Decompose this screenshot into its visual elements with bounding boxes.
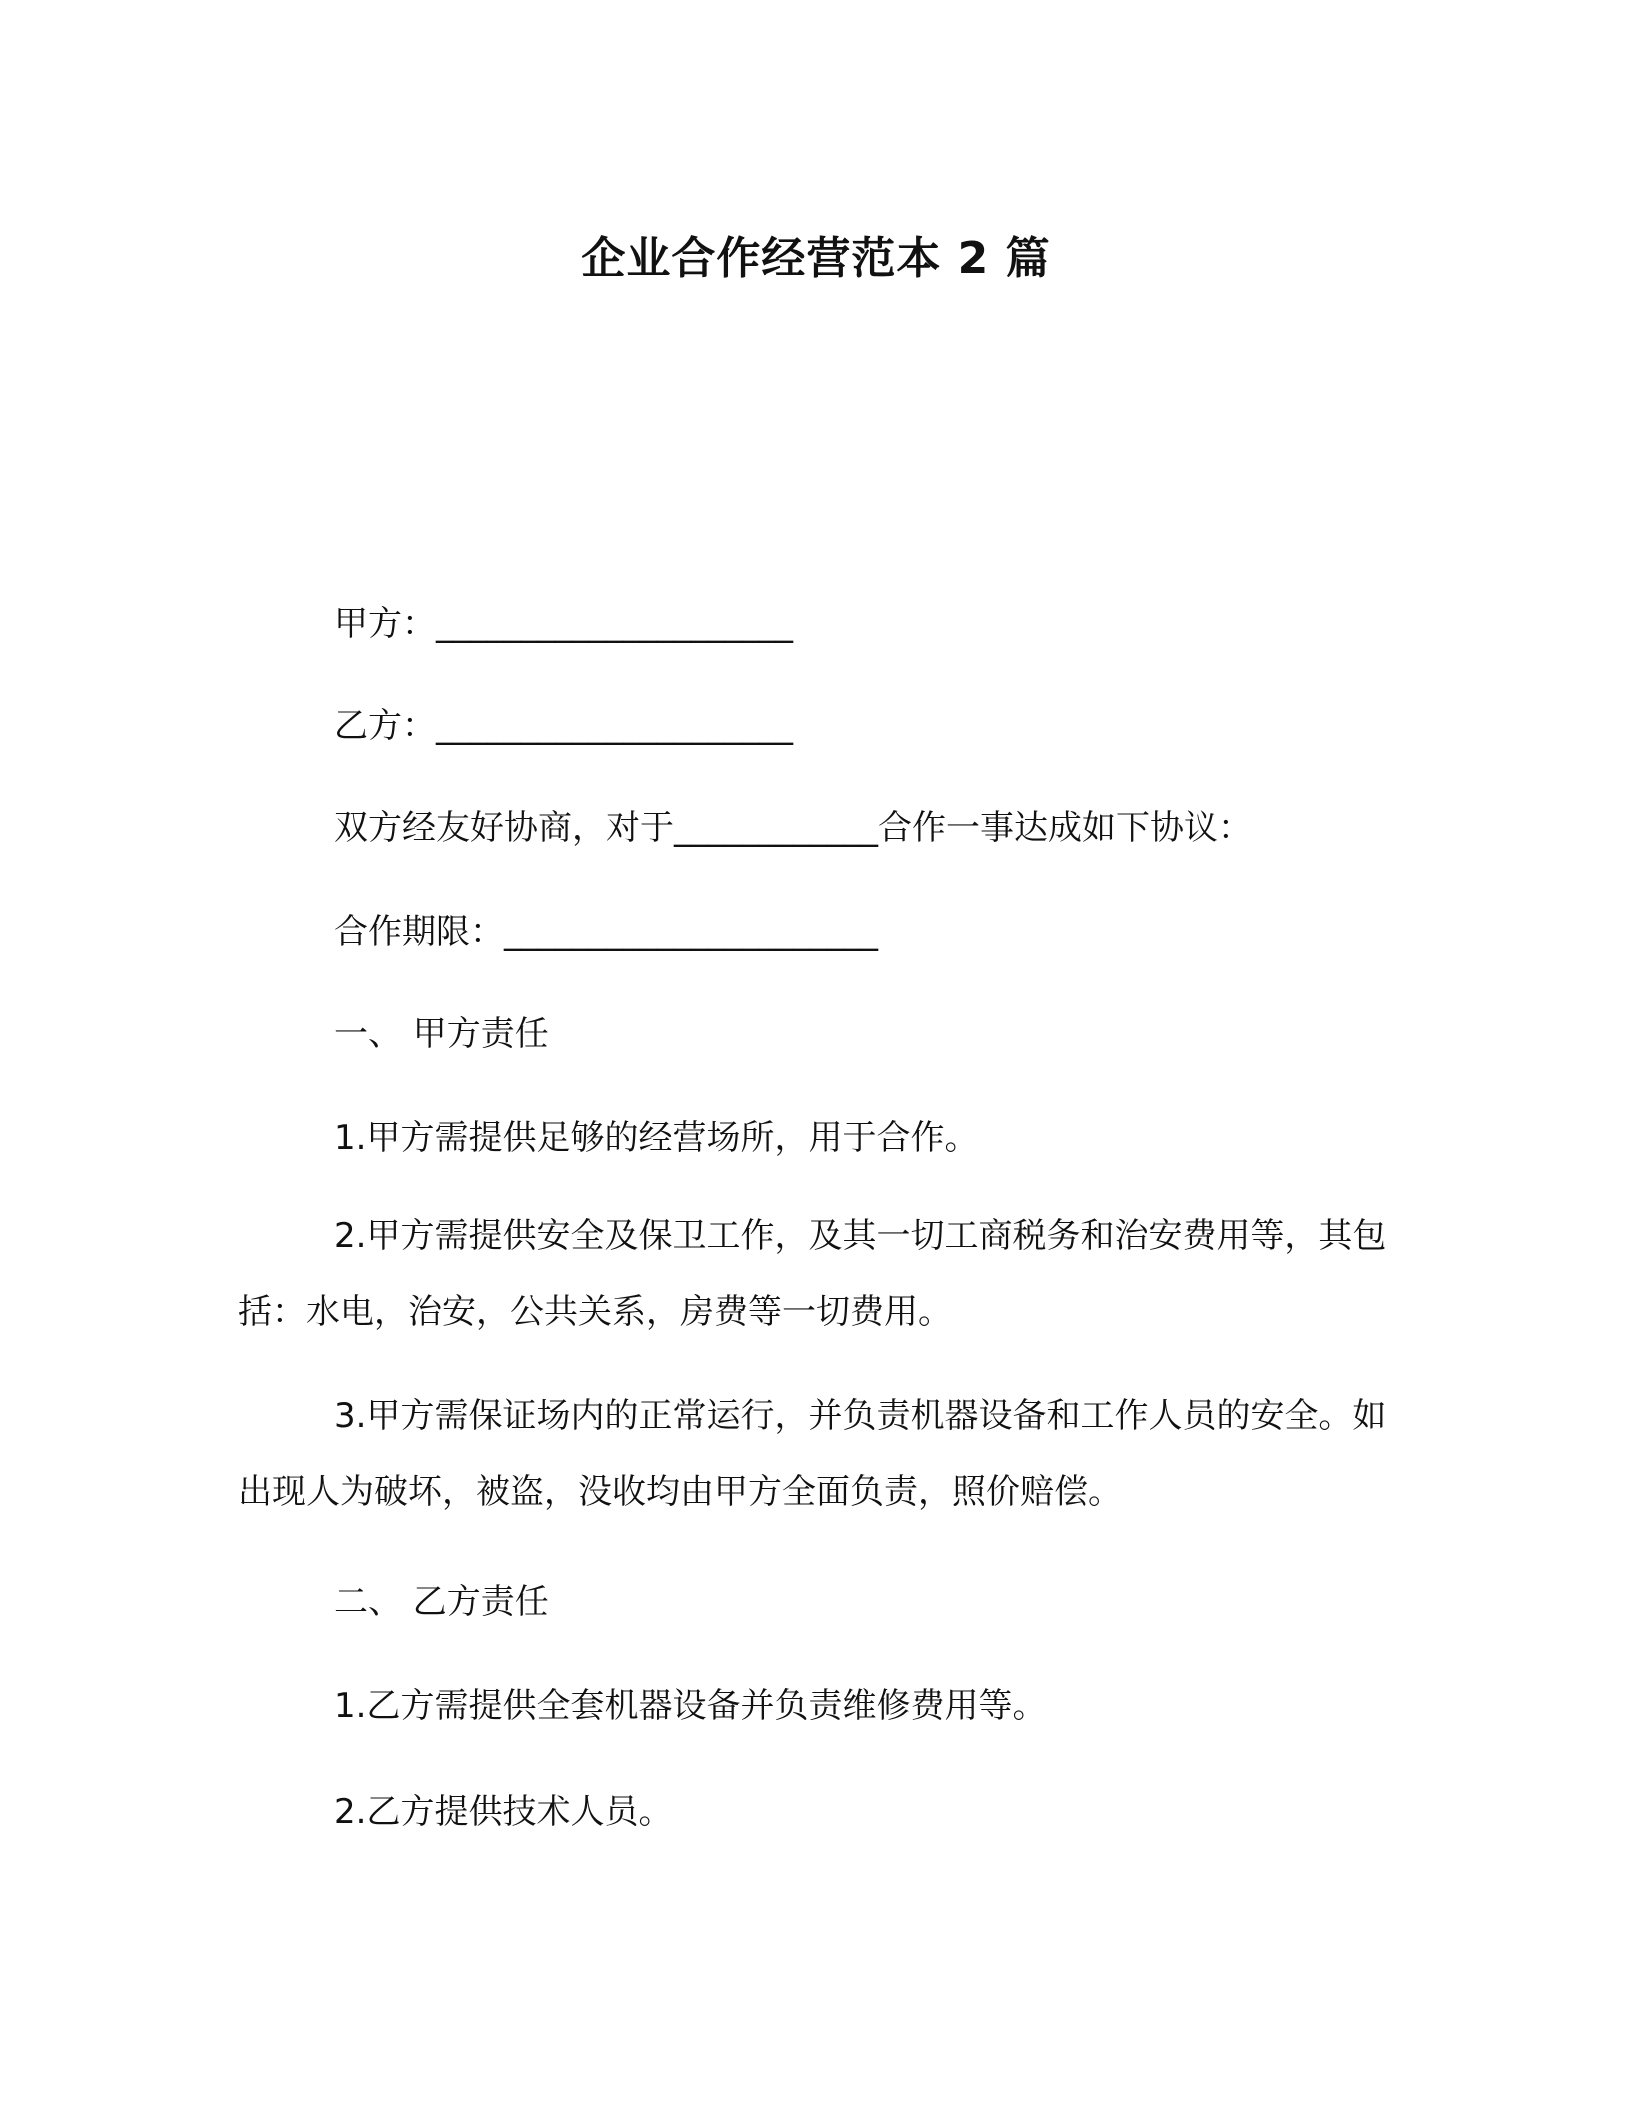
section-1-item-2: 2.甲方需提供安全及保卫工作，及其一切工商税务和治安费用等，其包括：水电，治安，公共关系，房费等一切费用。 [238,1216,1387,1332]
term-line: 合作期限：______________________ [334,912,878,952]
agreement-intro: 双方经友好协商，对于____________合作一事达成如下协议： [334,808,1252,848]
party-a-line: 甲方：_____________________ [334,604,793,644]
section-2-item-2: 2.乙方提供技术人员。 [334,1792,673,1832]
section-1-item-1: 1.甲方需提供足够的经营场所，用于合作。 [334,1118,979,1158]
section-2-heading: 二、 乙方责任 [334,1582,549,1622]
party-b-line: 乙方：_____________________ [334,706,793,746]
section-2-item-1: 1.乙方需提供全套机器设备并负责维修费用等。 [334,1686,1047,1726]
document-title: 企业合作经营范本 2 篇 [581,233,1051,284]
section-1-heading: 一、 甲方责任 [334,1014,549,1054]
section-1-item-3: 3.甲方需保证场内的正常运行，并负责机器设备和工作人员的安全。如出现人为破坏，被盗，没收均由甲方全面负责，照价赔偿。 [238,1396,1387,1512]
